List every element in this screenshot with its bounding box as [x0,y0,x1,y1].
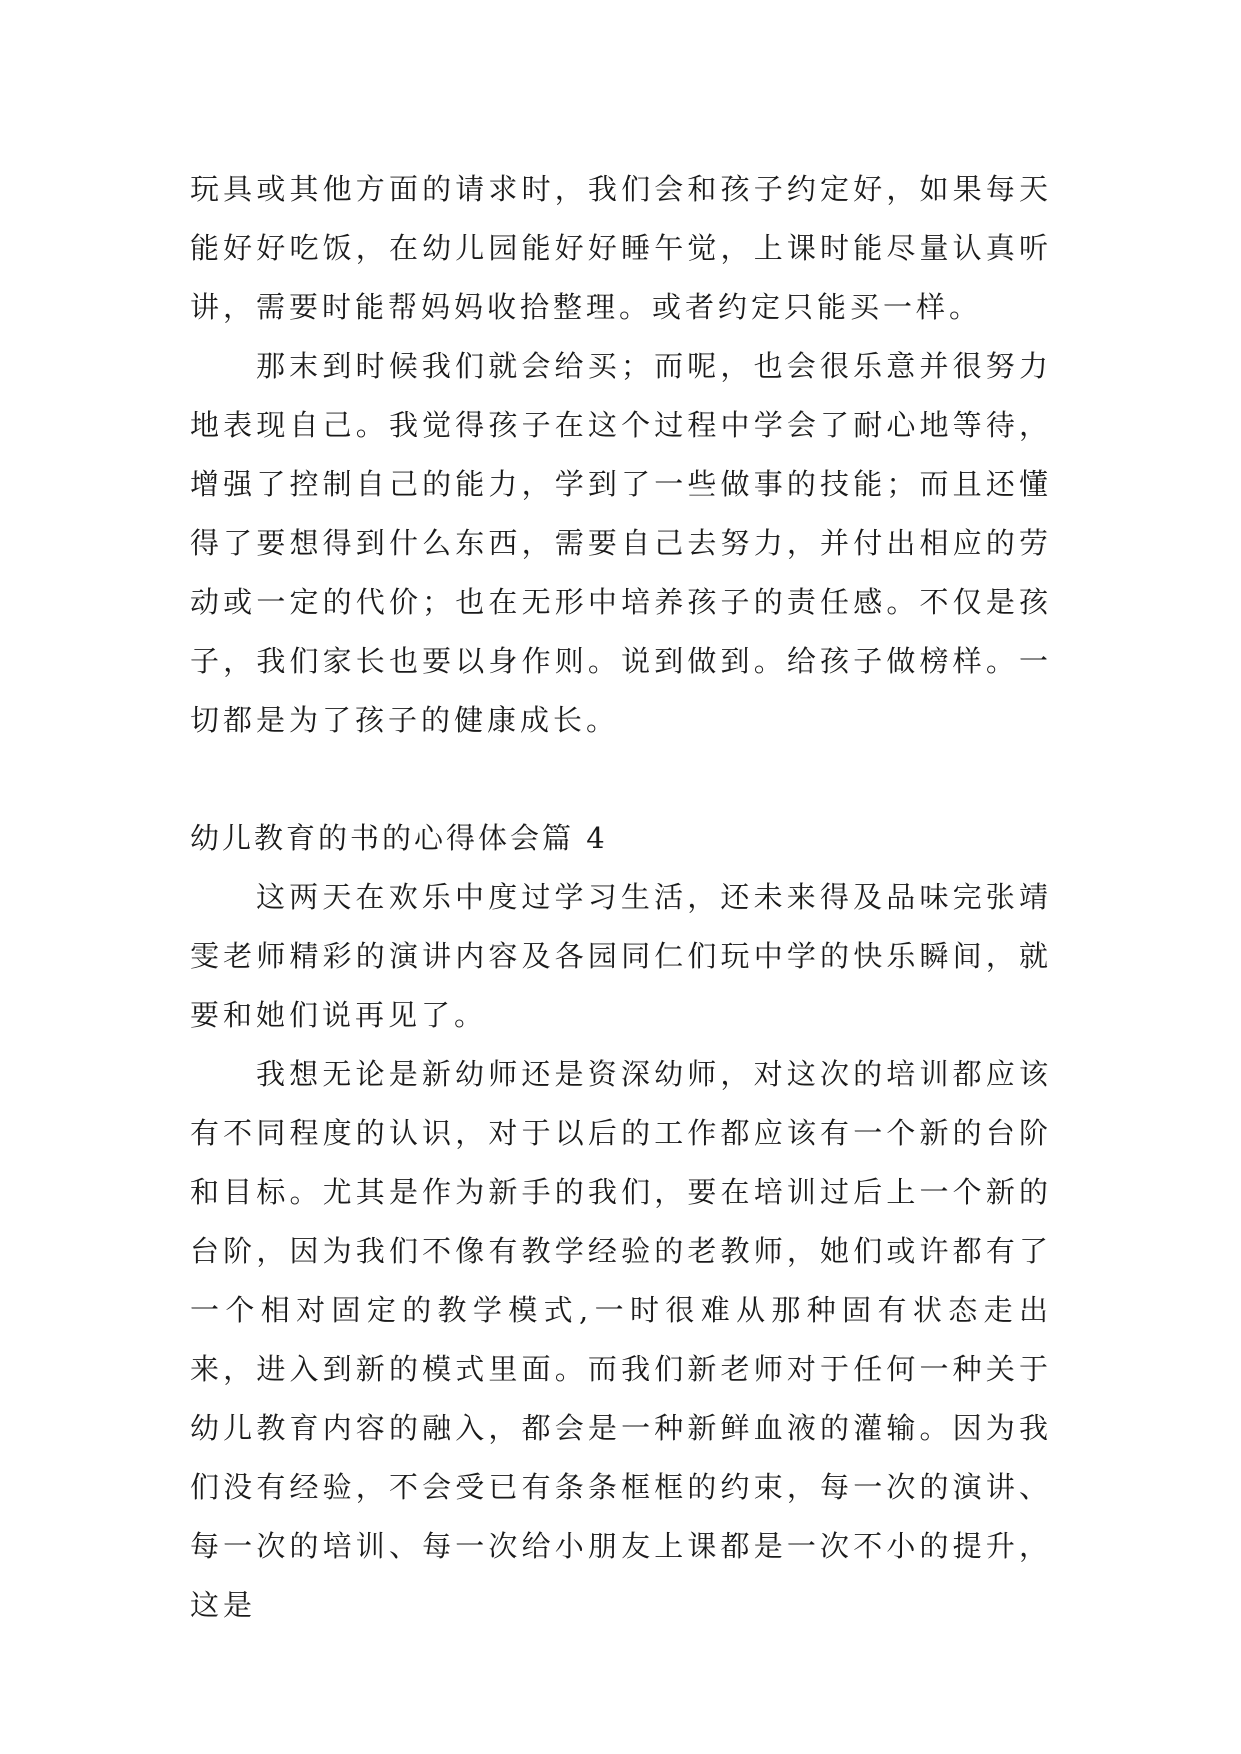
paragraph: 这两天在欢乐中度过学习生活，还未来得及品味完张靖雯老师精彩的演讲内容及各园同仁们玩中学的快乐瞬间，就要和她们说再见了。 [190,880,1052,1032]
paragraph: 我想无论是新幼师还是资深幼师，对这次的培训都应该有不同程度的认识，对于以后的工作都应该有一个新的台阶和目标。尤其是作为新手的我们，要在培训过后上一个新的台阶，因为我们不像有教学经验的老教师，她们或许都有了一个相对固定的教学模式,一时很难从那种固有状态走出来，进入到新的模式里面。而我们新老师对于任何一种关于幼儿教育内容的融入，都会是一种新鲜血液的灌输。因为我们没有经验，不会受已有条条框框的约束，每一次的演讲、每一次的培训、每一次给小朋友上课都是一次不小的提升，这是 [190,1057,1052,1622]
section-heading: 幼儿教育的书的心得体会篇 4 [190,821,608,855]
paragraph: 那末到时候我们就会给买；而呢，也会很乐意并很努力地表现自己。我觉得孩子在这个过程中学会了耐心地等待，增强了控制自己的能力，学到了一些做事的技能；而且还懂得了要想得到什么东西，需要自己去努力，并付出相应的劳动或一定的代价；也在无形中培养孩子的责任感。不仅是孩子，我们家长也要以身作则。说到做到。给孩子做榜样。一切都是为了孩子的健康成长。 [190,349,1052,737]
paragraph-continued: 玩具或其他方面的请求时，我们会和孩子约定好，如果每天能好好吃饭，在幼儿园能好好睡午觉，上课时能尽量认真听讲，需要时能帮妈妈收拾整理。或者约定只能买一样。 [190,172,1052,324]
document-body [190,160,1052,1635]
